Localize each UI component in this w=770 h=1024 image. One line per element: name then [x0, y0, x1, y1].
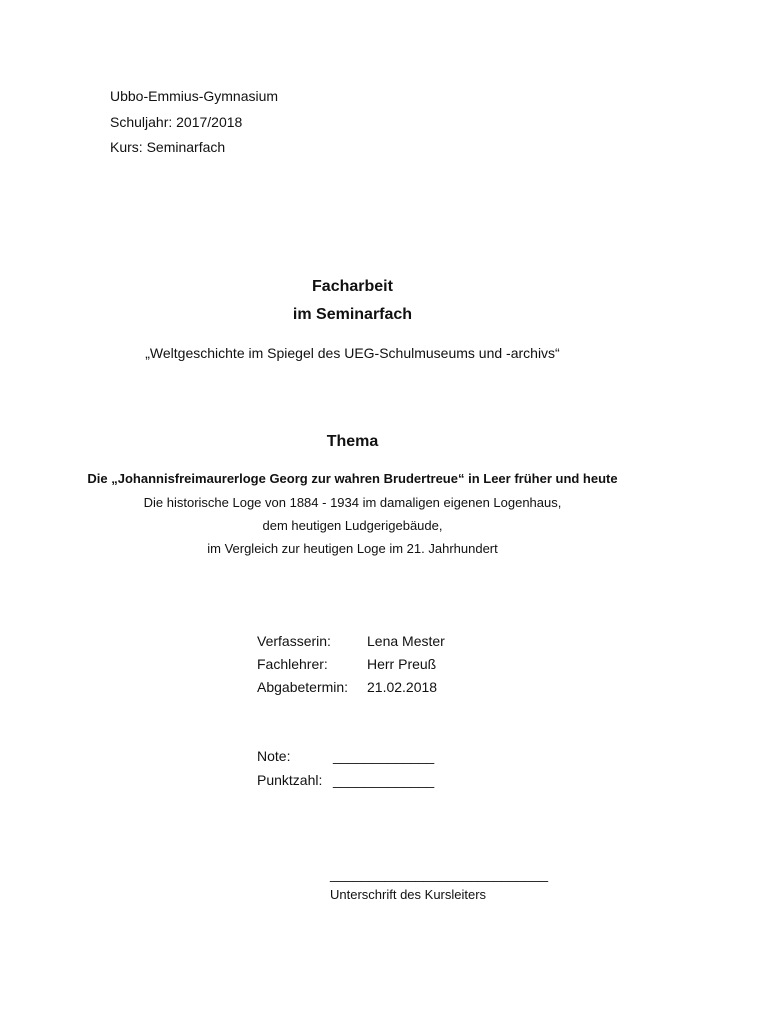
thema-heading: Thema [326, 433, 379, 450]
document-subtitle: im Seminarfach [292, 306, 413, 323]
points-blank: _____________ [333, 772, 435, 788]
due-date-value: 21.02.2018 [367, 679, 438, 695]
signature-caption: Unterschrift des Kursleiters [330, 887, 487, 902]
thema-line-2: dem heutigen Ludgerigebäude, [262, 518, 443, 533]
author-label: Verfasserin: [257, 633, 331, 649]
grade-blank: _____________ [333, 748, 435, 764]
thema-line-3: im Vergleich zur heutigen Loge im 21. Jahrhundert [207, 541, 498, 556]
grade-label: Note: [257, 748, 291, 764]
points-label: Punktzahl: [257, 772, 323, 788]
thema-topic: Die „Johannisfreimaurerloge Georg zur wahren Brudertreue“ in Leer früher und heute [87, 471, 618, 486]
due-date-label: Abgabetermin: [257, 679, 349, 695]
school-name: Ubbo-Emmius-Gymnasium [110, 88, 279, 104]
teacher-label: Fachlehrer: [257, 656, 328, 672]
course-name: Kurs: Seminarfach [110, 139, 226, 155]
school-year: Schuljahr: 2017/2018 [110, 114, 243, 130]
seminar-theme-quote: „Weltgeschichte im Spiegel des UEG-Schulmuseums und -archivs“ [145, 345, 560, 361]
author-value: Lena Mester [367, 633, 445, 649]
signature-line: ____________________________ [330, 866, 549, 882]
document-title: Facharbeit [312, 278, 393, 295]
teacher-value: Herr Preuß [367, 656, 437, 672]
thema-line-1: Die historische Loge von 1884 - 1934 im damaligen eigenen Logenhaus, [143, 495, 562, 510]
